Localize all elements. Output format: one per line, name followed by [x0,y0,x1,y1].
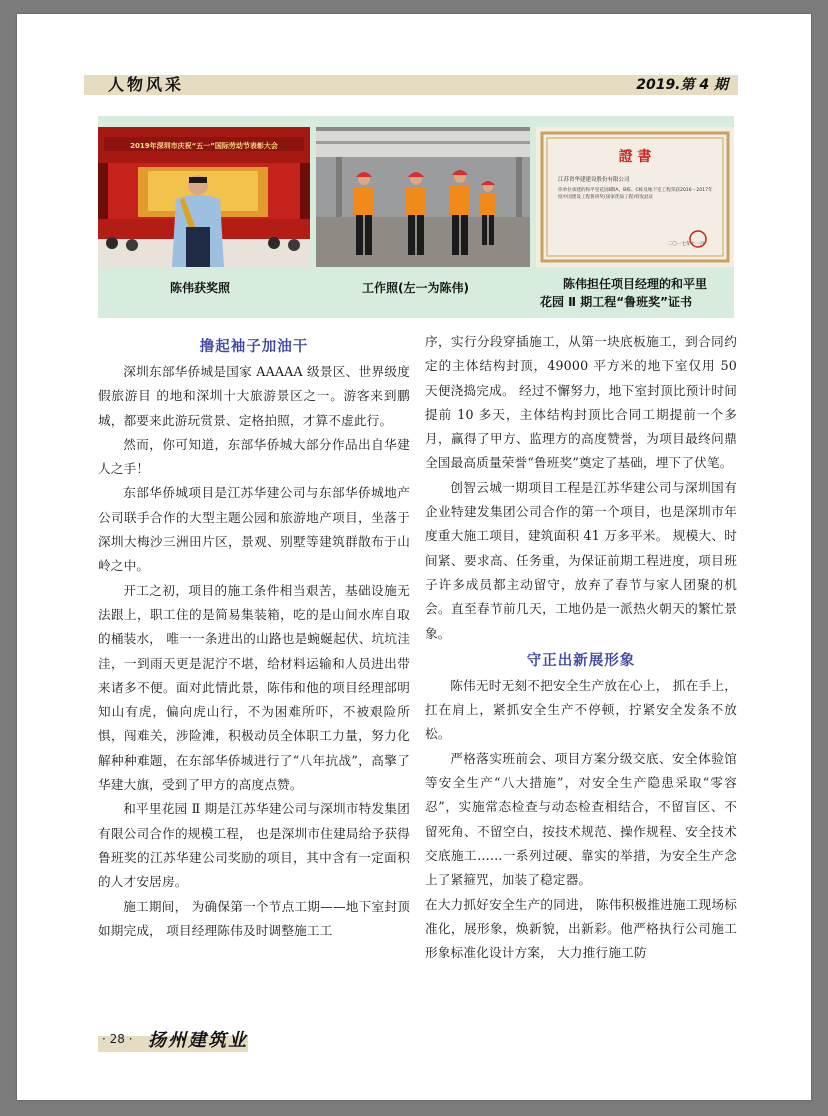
section-title-2: 守正出新展形象 [526,651,636,669]
page-number: · 28 · [102,1032,133,1046]
paragraph: 施工期间， 为确保第一个节点工期——地下室封顶如期完成， 项目经理陈伟及时调整施工工 [98,898,410,938]
left-column [98,332,410,943]
section-name: 人物风采 [108,75,185,94]
paragraph: 创智云城一期项目工程是江苏华建公司与深圳国有企业特建发集团公司合作的第一个项目，也是深圳市年度重大施工项目，建筑面积 41 万多平米。 规模大、时间紧、要求高、任务重，为保证前期工程进度，项目班子许多成员都主动留守，放弃了春节与家人团聚的机会。直至春节前几天，工地仍是一派热火朝天的繁忙景象。 [425,479,737,641]
certificate-caption-line2: 花园 Ⅱ 期工程“鲁班奖”证书 [540,295,693,309]
paragraph: 开工之初，项目的施工条件相当艰苦，基础设施无法跟上，职工住的是简易集装箱，吃的是山间水库自取的桶装水， 唯一一条进出的山路也是蜿蜒起伏、坑坑洼洼，一到雨天更是泥泞不堪，给材料运输和人员进出带来诸多不便。面对此情此景，陈伟和他的项目经理部明知山有虎，偏向虎山行，不为困难所吓，不被艰险所惧，闯难关，涉险滩，积极动员全体职工力量，努力化解种种难题，在东部华侨城进行了“八年抗战”，高擎了华建大旗，受到了甲方的高度点赞。 [98,582,410,793]
certificate-title: 證 書 [618,149,652,165]
award-caption: 陈伟获奖照 [170,281,231,295]
certificate-photo [536,127,734,267]
right-column [425,330,737,965]
certificate-company: 江苏省华建建设股份有限公司 [558,177,630,183]
paragraph: 东部华侨城项目是江苏华建公司与东部华侨城地产公司联手合作的大型主题公园和旅游地产项目，坐落于深圳大梅沙三洲田片区，景观、别墅等建筑群散布于山岭之中。 [98,485,410,574]
section-title-1: 撸起袖子加油干 [199,338,309,355]
paragraph: 在大力抓好安全生产的同进， 陈伟积极推进施工现场标准化，展形象，焕新貌，出新彩。他严格执行公司施工形象标准化设计方案， 大力推行施工防 [425,896,737,961]
certificate-body: 你单位承建的和平里花园Ⅱ期A、B栋、C栋及地下室工程荣获2016－2017年度中国建设工程鲁班奖(国家优质工程)特发此证 [558,188,713,200]
paragraph: 然而，你可知道，东部华侨城大部分作品出自华建人之手！ [98,436,410,477]
paragraph: 陈伟无时无刻不把安全生产放在心上， 抓在手上，扛在肩上，紧抓安全生产不停顿，拧紧安全发条不放松。 [425,677,737,742]
issue-number: 2019.第 4 期 [636,77,728,93]
paragraph: 深圳东部华侨城是国家 AAAAA 级景区、世界级度假旅游目 的地和深圳十大旅游景区之一。游客来到鹏城，都要来此游玩赏景、定格拍照，才算不虚此行。 [98,364,410,428]
paragraph: 和平里花园 Ⅱ 期是江苏华建公司与深圳市特发集团有限公司合作的规模工程， 也是深圳市住建局给予获得鲁班奖的江苏华建公司奖励的项目，其中含有一定面积的人才安居房。 [98,801,410,890]
work-photo [316,127,530,267]
work-caption: 工作照(左一为陈伟) [362,281,469,295]
paragraph: 严格落实班前会、项目方案分级交底、安全体验馆等安全生产“八大措施”，对安全生产隐患采取“零容忍”，实施常态检查与动态检查相结合，不留盲区、不留死角、不留空白，按技术规范、操作规程、安全技术交底施工……一系列过硬、靠实的举措，为安全生产念上了紧箍咒，加装了稳定器。 [425,750,737,888]
certificate-date: 二〇一七年十一月 [667,242,705,247]
certificate-caption-line1: 陈伟担任项目经理的和平里 [563,277,708,291]
banner-text: 2019年深圳市庆祝“五一”国际劳动节表彰大会 [130,142,278,150]
award-photo [98,127,310,267]
paragraph: 序，实行分段穿插施工，从第一块底板施工，到合同约定的主体结构封顶，49000 平方米的地下室仅用 50 天便浇捣完成。 经过不懈努力，地下室封顶比预计时间提前 10 多天，主体结构封顶比合同工期提前一个多月，赢得了甲方、监理方的高度赞誉，为项目最终问鼎全国最高质量荣誉“鲁班奖”奠定了基础，埋下了伏笔。 [425,334,737,471]
magazine-logo: 扬州建筑业 [148,1030,248,1051]
